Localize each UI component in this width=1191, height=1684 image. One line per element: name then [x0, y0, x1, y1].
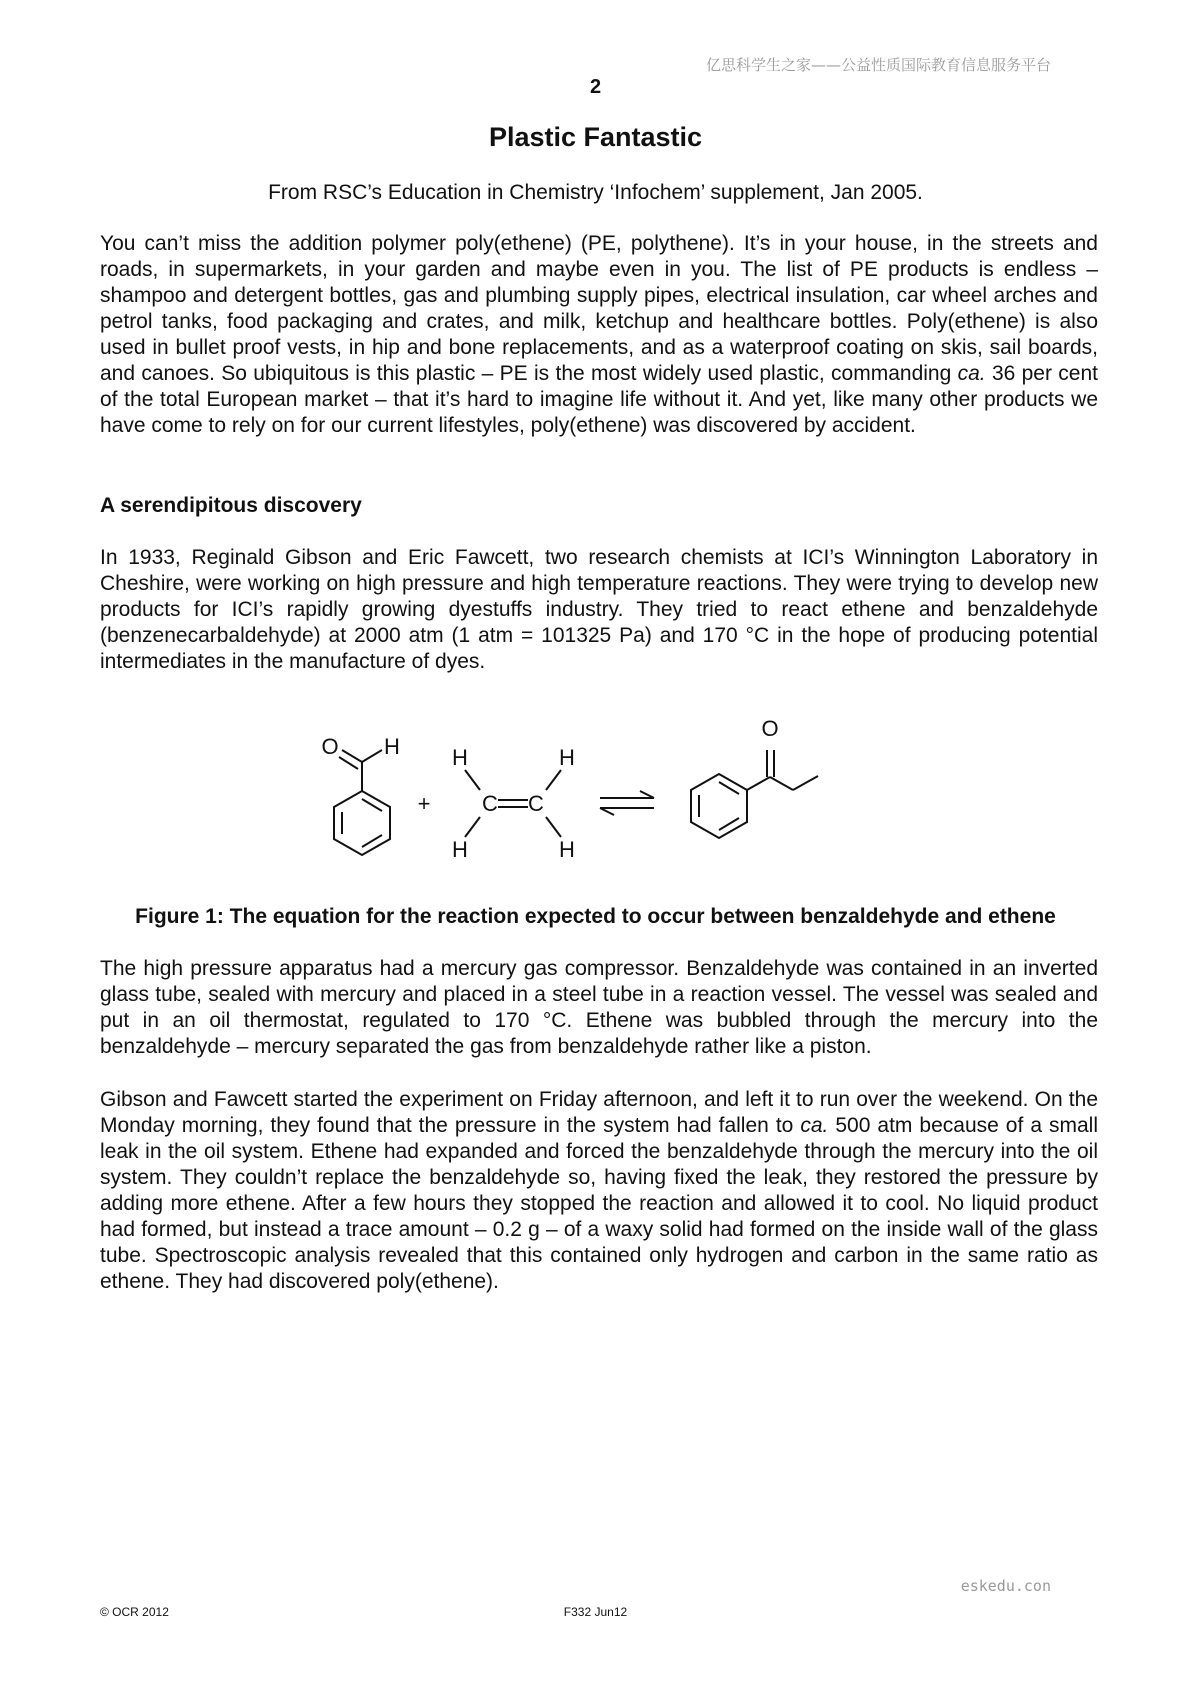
reaction-figure — [290, 700, 910, 880]
watermark-bottom: eskedu.con — [960, 1577, 1051, 1595]
watermark-top: 亿思科学生之家——公益性质国际教育信息服务平台 — [705, 56, 1051, 74]
plus-sign: + — [417, 791, 431, 816]
atom-o-aldehyde: O — [321, 734, 339, 759]
source-line: From RSC’s Education in Chemistry ‘Infochem’ supplement, Jan 2005. — [268, 181, 923, 204]
ca-abbrev-2: ca. — [800, 1114, 829, 1137]
atom-h-top-left: H — [452, 745, 468, 770]
experiment-text-b: 500 atm because of a small leak in the oil system. Ethene had expanded and forced the benzaldehyde through the mercury into the oil system. They couldn’t replace the benzaldehyde so, having fixed the leak, they restored the pressure by adding more ethene. After a few hours they stopped the reaction and allowed it to cool. No liquid product had formed, but instead a trace amount – 0.2 g – of a waxy solid had formed on the inside wall of the glass tube. Spectroscopic analysis revealed that this contained only hydrogen and carbon in the same ratio as ethene. They had discovered poly(ethene). — [100, 1114, 1098, 1293]
discovery-paragraph: In 1933, Reginald Gibson and Eric Fawcett, two research chemists at ICI’s Winnington Laboratory in Cheshire, were working on high pressure and high temperature reactions. They were trying to develop new products for ICI’s rapidly growing dyestuffs industry. They tried to react ethene and benzaldehyde (benzenecarbaldehyde) at 2000 atm (1 atm = 101325 Pa) and 170 °C in the hope of producing potential intermediates in the manufacture of dyes. — [100, 546, 1098, 673]
intro-paragraph — [100, 231, 1098, 439]
apparatus-paragraph: The high pressure apparatus had a mercury gas compressor. Benzaldehyde was contained in an inverted glass tube, sealed with mercury and placed in a steel tube in a reaction vessel. The vessel was sealed and put in an oil thermostat, regulated to 170 °C. Ethene was bubbled through the mercury into the benzaldehyde – mercury separated the gas from benzaldehyde rather like a piston. — [100, 957, 1098, 1058]
intro-text-b: 36 per cent of the total European market – that it’s hard to imagine life without it. And yet, like many other products we have come to rely on for our current lifestyles, poly(ethene) was discovered by accident. — [100, 362, 1098, 437]
footer-copyright: © OCR 2012 — [100, 1605, 169, 1619]
page-title: Plastic Fantastic — [488, 122, 703, 152]
atom-h-bottom-right: H — [559, 837, 575, 862]
ca-abbrev: ca. — [957, 362, 986, 385]
figure-caption: Figure 1: The equation for the reaction expected to occur between benzaldehyde and ethene — [135, 905, 1056, 928]
reaction-equation-diagram — [290, 700, 910, 880]
experiment-text-a: Gibson and Fawcett started the experiment on Friday afternoon, and left it to run over the weekend. On the Monday morning, they found that the pressure in the system had fallen to — [100, 1088, 1098, 1137]
atom-c-left: C — [482, 791, 498, 816]
intro-text-a: You can’t miss the addition polymer poly(ethene) (PE, polythene). It’s in your house, in the streets and roads, in supermarkets, in your garden and maybe even in you. The list of PE products is endless – shampoo and detergent bottles, gas and plumbing supply pipes, electrical insulation, car wheel arches and petrol tanks, food packaging and crates, and milk, ketchup and healthcare bottles. Poly(ethene) is also used in bullet proof vests, in hip and bone replacements, and as a waterproof coating on skis, sail boards, and canoes. So ubiquitous is this plastic – PE is the most widely used plastic, commanding — [100, 232, 1098, 385]
atom-c-right: C — [528, 791, 544, 816]
atom-o-ketone: O — [761, 716, 779, 741]
page-number: 2 — [589, 76, 602, 98]
atom-h-aldehyde: H — [384, 734, 400, 759]
atom-h-bottom-left: H — [452, 837, 468, 862]
footer-paper-code: F332 Jun12 — [563, 1605, 628, 1619]
c-h-bond — [362, 750, 382, 762]
atom-h-top-right: H — [559, 745, 575, 770]
section-heading: A serendipitous discovery — [100, 494, 362, 517]
experiment-paragraph — [100, 1087, 1098, 1295]
